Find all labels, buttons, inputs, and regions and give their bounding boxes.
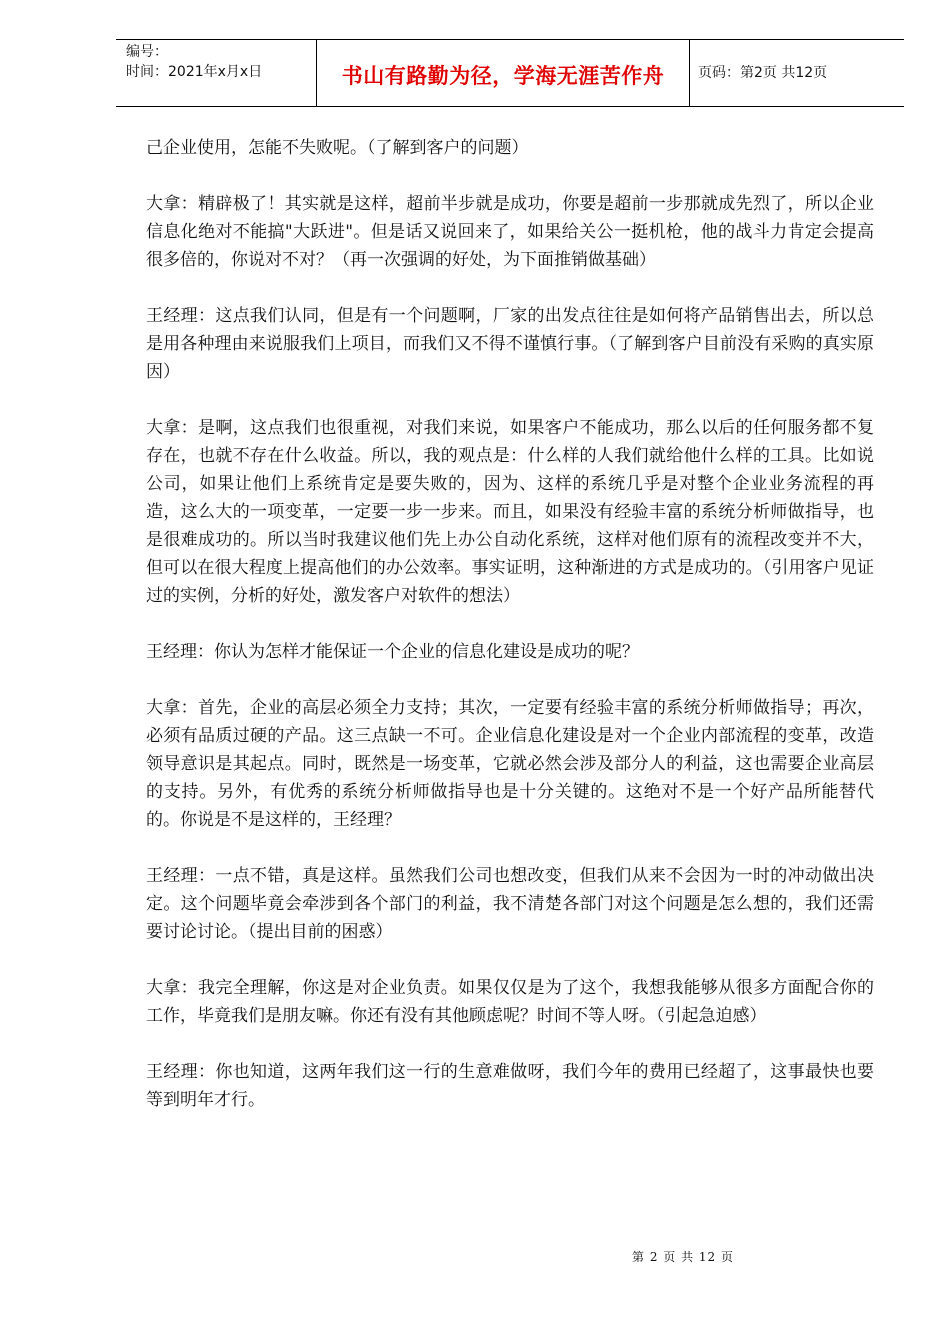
document-body [146,134,874,1142]
paragraph: 王经理：一点不错，真是这样。虽然我们公司也想改变，但我们从来不会因为一时的冲动做出决定。这个问题毕竟会牵涉到各个部门的利益，我不清楚各部门对这个问题是怎么想的，我们还需要讨论讨论。（提出目前的困惑） [146,866,874,942]
page-footer-number: 第 2 页 共 12 页 [632,1250,734,1264]
page-header [116,39,904,107]
paragraph: 王经理：你也知道，这两年我们这一行的生意难做呀，我们今年的费用已经超了，这事最快也要等到明年才行。 [146,1062,874,1110]
paragraph: 大拿：精辟极了！其实就是这样，超前半步就是成功，你要是超前一步那就成先烈了，所以企业信息化绝对不能搞"大跃进"。但是话又说回来了，如果给关公一挺机枪，他的战斗力肯定会提高很多倍的，你说对不对？（再一次强调的好处，为下面推销做基础） [146,194,874,270]
paragraph: 大拿：首先，企业的高层必须全力支持；其次，一定要有经验丰富的系统分析师做指导；再次，必须有品质过硬的产品。这三点缺一不可。企业信息化建设是对一个企业内部流程的变革，改造领导意识是其起点。同时，既然是一场变革，它就必然会涉及部分人的利益，这也需要企业高层的支持。另外，有优秀的系统分析师做指导也是十分关键的。这绝对不是一个好产品所能替代的。你说是不是这样的，王经理？ [146,698,874,830]
paragraph: 己企业使用，怎能不失败呢。（了解到客户的问题） [146,138,529,158]
serial-label: 编号： [126,44,168,60]
paragraph: 王经理：这点我们认同，但是有一个问题啊，厂家的出发点往往是如何将产品销售出去，所以总是用各种理由来说服我们上项目，而我们又不得不谨慎行事。（了解到客户目前没有采购的真实原因） [146,306,874,382]
header-motto: 书山有路勤为径，学海无涯苦作舟 [316,40,690,106]
paragraph: 大拿：我完全理解，你这是对企业负责。如果仅仅是为了这个，我想我能够从很多方面配合你的工作，毕竟我们是朋友嘛。你还有没有其他顾虑呢？时间不等人呀。（引起急迫感） [146,978,874,1026]
header-info-cell [116,40,316,106]
time-label: 时间：2021年x月x日 [126,64,263,80]
header-page-info: 页码：第2页 共12页 [698,65,828,81]
paragraph: 大拿：是啊，这点我们也很重视，对我们来说，如果客户不能成功，那么以后的任何服务都不复存在，也就不存在什么收益。所以，我的观点是：什么样的人我们就给他什么样的工具。比如说公司，如果让他们上系统肯定是要失败的，因为、这样的系统几乎是对整个企业业务流程的再造，这么大的一项变革，一定要一步一步来。而且，如果没有经验丰富的系统分析师做指导，也是很难成功的。所以当时我建议他们先上办公自动化系统，这样对他们原有的流程改变并不大，但可以在很大程度上提高他们的办公效率。事实证明，这种渐进的方式是成功的。（引用客户见证过的实例，分析的好处，激发客户对软件的想法） [146,418,874,606]
paragraph: 王经理：你认为怎样才能保证一个企业的信息化建设是成功的呢？ [146,642,639,662]
